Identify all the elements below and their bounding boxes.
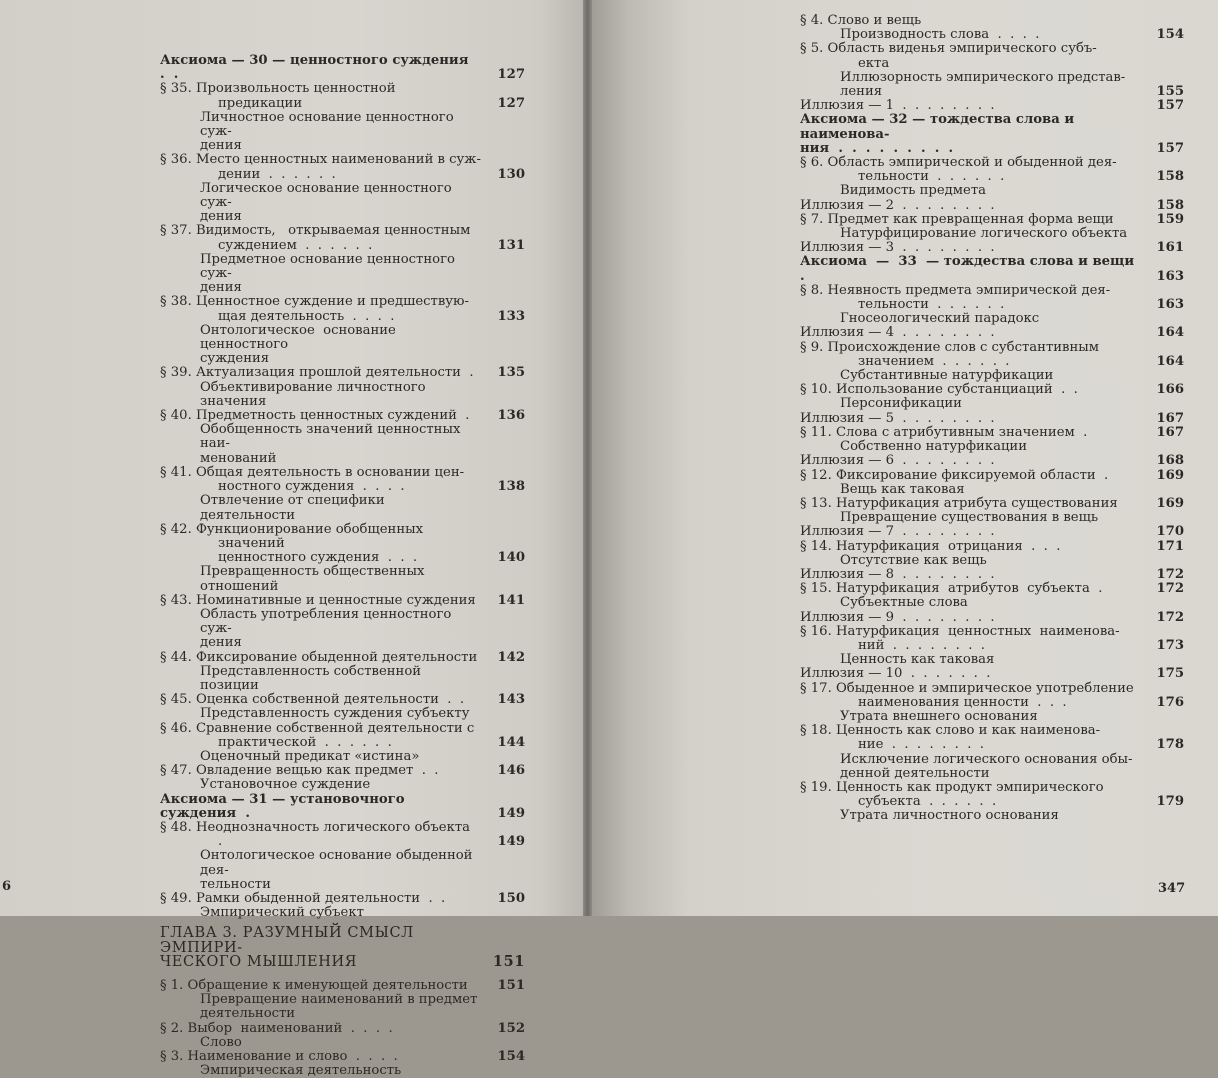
toc-entry-title: § 4. Слово и вещь [800,13,922,28]
toc-entry-page: 138 [497,479,525,495]
toc-entry-page: 169 [1156,467,1184,483]
toc-entry-sub [160,1064,525,1078]
toc-entry-sec [160,224,525,252]
toc-entry-title: § 14. Натурфикация отрицания . . . [800,538,1061,554]
toc-entry-plain [800,199,1184,213]
toc-entry-page: 127 [497,95,525,111]
toc-entry-title: § 12. Фиксирование фиксируемой области . [800,467,1109,483]
toc-entry-title: § 49. Рамки обыденной деятельности . . [160,890,446,906]
toc-entry-title: Онтологическое основание обыденной дея- тельности [200,848,473,892]
toc-entry-title: § 8. Неявность предмета эмпирической дея- тельности . . . . . . [800,282,1111,313]
toc-entry-title: Аксиома — 32 — тождества слова и наименова- ния . . . . . . . . . [800,112,1075,156]
toc-entry-title: Превращенность общественных отношений [200,564,429,594]
toc-entry-title: § 48. Неоднозначность логического объекта . [160,819,479,850]
toc-entry-sub [160,565,525,593]
toc-entry-page: 151 [497,978,525,993]
toc-entry-sec [160,466,525,494]
toc-entry-title: § 11. Слова с атрибутивным значением . [800,424,1088,440]
toc-entry-sub [800,511,1184,525]
toc-entry-plain [800,326,1184,340]
toc-entry-page: 131 [497,237,525,253]
toc-entry-page: 127 [497,67,525,83]
toc-entry-page: 142 [497,649,525,665]
toc-entry-page: 151 [492,952,525,970]
toc-entry-sub [160,993,525,1021]
toc-entry-page: 149 [497,834,525,850]
toc-entry-title: Представленность суждения субъекту [200,706,470,722]
toc-entry-page: 130 [497,166,525,182]
toc-entry-page: 154 [497,1049,525,1065]
toc-entry-sec [160,821,525,849]
toc-entry-title: Иллюзия — 6 . . . . . . . . [800,453,995,469]
toc-entry-page: 166 [1156,382,1184,398]
toc-entry-page: 133 [497,308,525,324]
toc-entry-title: Исключение логического основания обы- денной деятельности [840,751,1133,781]
toc-entry-plain [800,667,1184,681]
toc-entry-sec [800,724,1184,752]
left-toc [160,54,525,1078]
toc-entry-title: Превращение наименований в предмет деятельности [200,992,478,1022]
toc-entry-page: 159 [1156,211,1184,227]
toc-entry-title: § 7. Предмет как превращенная форма вещи [800,211,1114,227]
toc-entry-sub [160,665,525,693]
toc-entry-title: Оценочный предикат «истина» [200,748,420,764]
toc-entry-title: Эмпирическая деятельность [200,1063,402,1078]
toc-entry-title: Слово [200,1034,242,1050]
toc-entry-title: Обобщенность значений ценностных наи- менований [200,422,461,466]
toc-entry-title: § 13. Натурфикация атрибута существования [800,495,1118,511]
toc-entry-title: Онтологическое основание ценностного суждения [200,322,396,367]
toc-entry-page: 172 [1156,566,1184,582]
toc-entry-sec [800,781,1184,809]
toc-entry-sub [800,753,1184,781]
toc-entry-title: § 46. Сравнение собственной деятельности с практической . . . . . . [160,720,475,750]
toc-entry-page: 158 [1156,197,1184,213]
toc-entry-page: 143 [497,692,525,708]
toc-entry-sec [800,540,1184,554]
toc-entry-title: § 38. Ценностное суждение и предшествую- щая деятельность . . . . [160,294,469,324]
toc-entry-title: Гносеологический парадокс [840,311,1040,327]
toc-entry-page: 136 [497,408,525,424]
toc-entry-page: 171 [1156,538,1184,554]
toc-entry-title: Иллюзия — 10 . . . . . . . [800,666,991,682]
toc-entry-sec [800,341,1184,369]
toc-entry-title: Иллюзорность эмпирического представ- ления [840,69,1126,100]
toc-entry-plain [800,454,1184,468]
toc-entry-title: § 9. Происхождение слов с субстантивным значением . . . . . . [800,339,1099,369]
toc-entry-title: § 3. Наименование и слово . . . . [160,1049,398,1065]
toc-entry-title: Представленность собственной позиции [200,663,426,693]
toc-entry-title: Иллюзия — 1 . . . . . . . . [800,98,995,114]
toc-entry-sec [160,366,525,380]
toc-entry-sec [800,469,1184,483]
toc-entry-title: § 40. Предметность ценностных суждений . [160,408,470,424]
toc-entry-sub [800,28,1184,42]
toc-entry-title: § 35. Произвольность ценностной предикации [160,81,400,111]
toc-entry-sub [800,554,1184,568]
toc-entry-sub [800,653,1184,667]
toc-entry-page: 135 [497,365,525,381]
toc-entry-title: § 19. Ценность как продукт эмпирического субъекта . . . . . . [800,779,1104,810]
toc-entry-page: 149 [497,805,525,821]
toc-entry-sub [160,381,525,409]
toc-entry-title: Собственно натурфикации [840,439,1028,455]
toc-entry-title: Отсутствие как вещь [840,552,987,568]
toc-entry-sub [160,253,525,296]
toc-entry-title: Отвлечение от специфики деятельности [200,493,389,523]
toc-entry-plain [800,568,1184,582]
toc-entry-sub [800,71,1184,99]
toc-entry-title: Область употребления ценностного суж- дения [200,606,452,651]
toc-entry-title: § 41. Общая деятельность в основании цен- ностного суждения . . . . [160,464,465,495]
toc-entry-page: 175 [1156,666,1184,682]
toc-entry-page: 170 [1156,524,1184,540]
toc-entry-title: § 44. Фиксирование обыденной деятельности [160,649,478,665]
toc-entry-chapter [160,926,525,969]
book-gutter [583,0,592,916]
toc-entry-sub [800,483,1184,497]
toc-entry-title: Превращение существования в вещь [840,510,1099,526]
toc-entry-page: 164 [1156,325,1184,341]
toc-entry-sec [160,892,525,906]
toc-entry-sub [160,608,525,651]
toc-entry-page: 167 [1156,410,1184,426]
toc-entry-page: 152 [497,1020,525,1036]
toc-entry-sec [160,651,525,665]
toc-entry-sub [160,1036,525,1050]
toc-entry-title: § 36. Место ценностных наименований в суж- дении . . . . . . [160,152,481,182]
toc-entry-title: Эмпирический субъект [200,905,364,921]
toc-entry-sec [160,1050,525,1064]
toc-entry-title: Иллюзия — 8 . . . . . . . . [800,566,995,582]
toc-entry-page: 169 [1156,495,1184,511]
toc-entry-sec [800,42,1184,70]
toc-entry-page: 179 [1156,794,1184,810]
toc-entry-sec [160,594,525,608]
toc-entry-sec [160,764,525,778]
toc-entry-title: Персонификации [840,396,962,412]
toc-entry-page: 167 [1156,424,1184,440]
toc-entry-sub [160,111,525,154]
toc-entry-page: 157 [1156,98,1184,114]
toc-entry-sec [160,295,525,323]
toc-entry-sub [800,184,1184,198]
toc-entry-sub [800,809,1184,823]
toc-entry-page: 144 [497,734,525,750]
toc-entry-title: Объективирование личностного значения [200,379,430,409]
toc-entry-page: 178 [1156,737,1184,753]
toc-entry-plain [800,99,1184,113]
toc-entry-title: Иллюзия — 3 . . . . . . . . [800,240,995,256]
toc-entry-page: 172 [1156,609,1184,625]
toc-entry-sec [160,722,525,750]
toc-entry-sub [800,397,1184,411]
toc-entry-sec [160,82,525,110]
toc-entry-page: 172 [1156,581,1184,597]
toc-entry-title: Утрата внешнего основания [840,708,1038,724]
toc-entry-sub [160,182,525,225]
toc-entry-title: § 2. Выбор наименований . . . . [160,1020,393,1036]
toc-entry-sec [800,426,1184,440]
toc-entry-page: 161 [1156,240,1184,256]
toc-entry-page: 163 [1156,297,1184,313]
toc-entry-title: § 16. Натурфикация ценностных наименова- ний . . . . . . . . [800,623,1120,653]
toc-entry-title: § 1. Обращение к именующей деятельности [160,978,468,993]
toc-entry-page: 163 [1156,268,1184,284]
toc-entry-sec [160,979,525,993]
toc-entry-page: 155 [1156,84,1184,100]
left-page-number: 6 [2,879,12,894]
toc-entry-title: § 6. Область эмпирической и обыденной дея- тельности . . . . . . [800,155,1117,185]
toc-entry-sec [800,682,1184,710]
toc-entry-sub [160,707,525,721]
toc-entry-title: § 18. Ценность как слово и как наименова- ние . . . . . . . . [800,723,1101,753]
toc-entry-title: § 42. Функционирование обобщенных значений ценностного суждения . . . [160,521,424,566]
toc-entry-sub [800,440,1184,454]
toc-entry-title: Личностное основание ценностного суж- дения [200,109,454,154]
toc-entry-plain [800,412,1184,426]
toc-entry-title: Установочное суждение [200,777,371,793]
toc-entry-page: 164 [1156,353,1184,369]
toc-entry-title: Ценность как таковая [840,652,995,668]
toc-entry-sec [800,284,1184,312]
toc-entry-sec [160,523,525,566]
toc-entry-page: 173 [1156,637,1184,653]
toc-entry-title: Аксиома — 30 — ценностного суждения . . [160,53,478,83]
toc-entry-title: § 47. Овладение вещью как предмет . . [160,763,439,779]
toc-entry-sec [800,14,1184,28]
toc-entry-title: § 10. Использование субстанциаций . . [800,382,1078,398]
toc-entry-title: § 45. Оценка собственной деятельности . . [160,692,465,708]
toc-entry-title: § 37. Видимость, открываемая ценностным суждением . . . . . . [160,223,471,253]
toc-entry-title: Иллюзия — 9 . . . . . . . . [800,609,995,625]
toc-entry-page: 176 [1156,694,1184,710]
toc-entry-axiom [800,113,1184,156]
toc-entry-axiom [160,793,525,821]
toc-entry-sec [800,213,1184,227]
toc-entry-title: Аксиома — 33 — тождества слова и вещи . [800,254,1144,284]
toc-entry-sec [800,582,1184,596]
toc-entry-title: § 17. Обыденное и эмпирическое употребление наименования ценности . . . [800,680,1134,710]
toc-entry-page: 140 [497,550,525,566]
toc-entry-title: Субстантивные натурфикации [840,368,1054,384]
toc-entry-title: § 15. Натурфикация атрибутов субъекта . [800,581,1103,597]
toc-entry-axiom [800,255,1184,283]
toc-entry-title: Производность слова . . . . [840,27,1040,43]
toc-entry-title: Видимость предмета [840,183,987,199]
toc-entry-sec [160,1022,525,1036]
toc-entry-title: Иллюзия — 4 . . . . . . . . [800,325,995,341]
toc-entry-axiom [160,54,525,82]
toc-entry-title: Утрата личностного основания [840,808,1059,824]
toc-entry-title: Субъектные слова [840,595,968,611]
toc-entry-sub [800,710,1184,724]
toc-entry-page: 158 [1156,169,1184,185]
toc-entry-title: Иллюзия — 5 . . . . . . . . [800,410,995,426]
toc-entry-title: Вещь как таковая [840,481,965,497]
toc-entry-title: § 5. Область виденья эмпирического субъ- екта [800,41,1097,71]
toc-entry-sec [800,497,1184,511]
toc-entry-sec [800,156,1184,184]
toc-entry-sub [160,324,525,367]
toc-entry-page: 141 [497,592,525,608]
toc-entry-plain [800,241,1184,255]
toc-entry-sub [160,849,525,892]
toc-entry-sub [160,423,525,466]
toc-entry-title: Иллюзия — 2 . . . . . . . . [800,197,995,213]
toc-entry-title: Иллюзия — 7 . . . . . . . . [800,524,995,540]
toc-entry-title: Аксиома — 31 — установочного суждения . [160,791,410,821]
toc-entry-title: § 39. Актуализация прошлой деятельности . [160,365,474,381]
toc-entry-title: § 43. Номинативные и ценностные суждения [160,592,476,608]
toc-entry-plain [800,525,1184,539]
toc-entry-page: 150 [497,890,525,906]
toc-entry-sec [800,383,1184,397]
toc-entry-sub [160,494,525,522]
toc-entry-sec [160,153,525,181]
toc-entry-sub [800,227,1184,241]
toc-entry-sec [800,625,1184,653]
right-page-number: 347 [1158,881,1186,896]
toc-entry-page: 157 [1156,140,1184,156]
right-toc [800,14,1184,824]
toc-entry-sub [800,369,1184,383]
toc-entry-page: 168 [1156,453,1184,469]
toc-entry-page: 146 [497,763,525,779]
toc-entry-sub [160,778,525,792]
toc-entry-title: ГЛАВА 3. РАЗУМНЫЙ СМЫСЛ ЭМПИРИ- ЧЕСКОГО МЫШЛЕНИЯ [160,925,414,970]
toc-entry-title: Логическое основание ценностного суж- дения [200,180,452,225]
toc-entry-sec [160,409,525,423]
toc-entry-sub [800,596,1184,610]
toc-entry-title: Натурфицирование логического объекта [840,226,1128,242]
toc-entry-sec [160,693,525,707]
toc-entry-sub [160,906,525,920]
toc-entry-plain [800,611,1184,625]
toc-entry-sub [800,312,1184,326]
toc-entry-page: 154 [1156,27,1184,43]
toc-entry-title: Предметное основание ценностного суж- дения [200,251,455,296]
toc-entry-sub [160,750,525,764]
